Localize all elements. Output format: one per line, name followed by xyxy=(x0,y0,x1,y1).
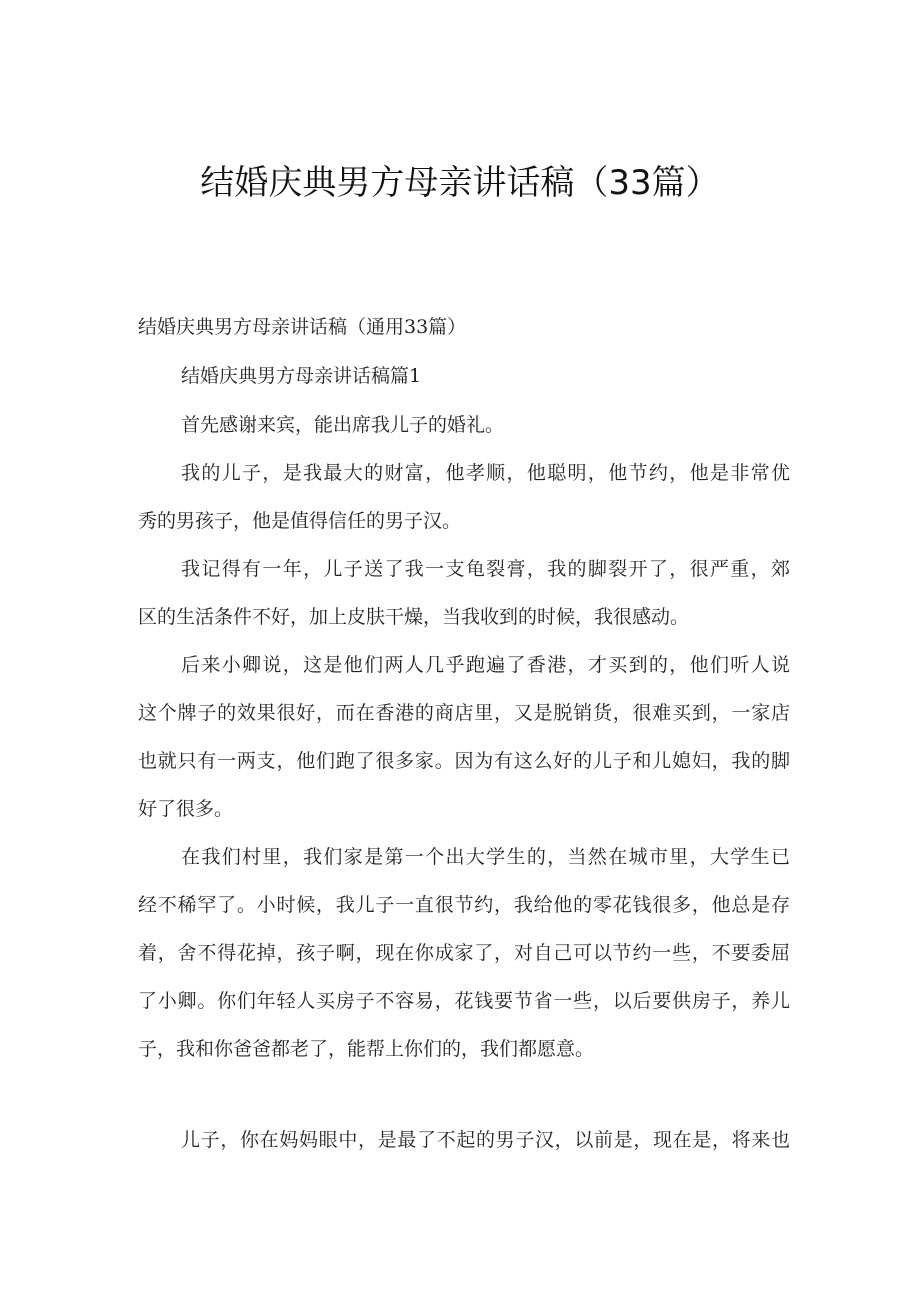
paragraph-line: 这个牌子的效果很好，而在香港的商店里，又是脱销货，很难买到，一家店 xyxy=(138,702,790,724)
paragraph-line: 也就只有一两支，他们跑了很多家。因为有这么好的儿子和儿媳妇，我的脚 xyxy=(138,750,790,772)
paragraph-line: 经不稀罕了。小时候，我儿子一直很节约，我给他的零花钱很多，他总是存 xyxy=(138,894,790,916)
paragraph-line: 我的儿子，是我最大的财富，他孝顺，他聪明，他节约，他是非常优 xyxy=(181,462,790,484)
document-subtitle: 结婚庆典男方母亲讲话稿（通用33篇） xyxy=(138,316,467,338)
paragraph-line: 着，舍不得花掉，孩子啊，现在你成家了，对自己可以节约一些，不要委屈 xyxy=(138,942,790,964)
paragraph-line: 了小卿。你们年轻人买房子不容易，花钱要节省一些，以后要供房子，养儿 xyxy=(138,990,790,1012)
section-heading: 结婚庆典男方母亲讲话稿篇1 xyxy=(181,365,422,387)
paragraph-line: 区的生活条件不好，加上皮肤干燥，当我收到的时候，我很感动。 xyxy=(138,606,690,628)
paragraph-line: 好了很多。 xyxy=(138,798,234,820)
paragraph-line: 秀的男孩子，他是值得信任的男子汉。 xyxy=(138,510,462,532)
document-title: 结婚庆典男方母亲讲话稿（33篇） xyxy=(200,163,720,203)
paragraph-line: 首先感谢来宾，能出席我儿子的婚礼。 xyxy=(181,414,505,436)
paragraph-line: 后来小卿说，这是他们两人几乎跑遍了香港，才买到的，他们听人说 xyxy=(181,654,790,676)
paragraph-line: 在我们村里，我们家是第一个出大学生的，当然在城市里，大学生已 xyxy=(181,846,790,868)
paragraph-line: 子，我和你爸爸都老了，能帮上你们的，我们都愿意。 xyxy=(138,1038,595,1060)
paragraph-line: 我记得有一年，儿子送了我一支龟裂膏，我的脚裂开了，很严重，郊 xyxy=(181,558,790,580)
paragraph-line: 儿子，你在妈妈眼中，是最了不起的男子汉，以前是，现在是，将来也 xyxy=(181,1129,790,1151)
